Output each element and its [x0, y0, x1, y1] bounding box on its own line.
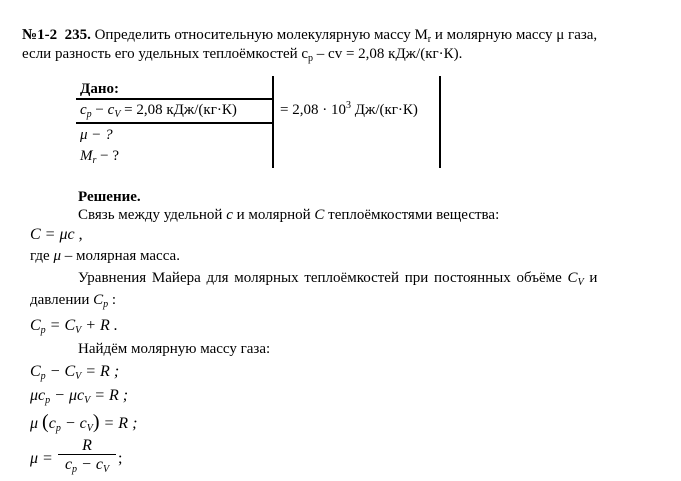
solution-line-4: давлении $C_p$ :	[30, 292, 117, 310]
unknown-mu: μ − ?	[80, 127, 113, 143]
given-divider-right	[439, 76, 441, 168]
problem-statement-line-2: если разность его удельных теплоёмкостей $c_p$ – cv = 2,08 кДж/(кг·К).	[22, 46, 463, 64]
problem-number: №1-2	[22, 27, 58, 43]
given-title: Дано:	[80, 81, 119, 97]
equation-6-lhs: μ =	[30, 450, 53, 467]
unknown-mr: $M_r$ − ?	[80, 148, 120, 166]
problem-text: Определить относительную молекулярную массу M	[94, 27, 428, 43]
problem-statement-line-1: №1-2 235. Определить относительную молекулярную массу $M_r$ и молярную массу μ газа,	[22, 27, 598, 45]
fraction-numerator: R	[82, 437, 92, 454]
solution-line-1: Связь между удельной c и молярной C теплоёмкостями вещества:	[78, 207, 500, 223]
given-separator	[76, 122, 272, 124]
equation-4: $\mu c_p - \mu c_V = R$ ;	[30, 387, 129, 406]
equation-5: μ $(c_p - c_V) = R$ ;	[30, 411, 138, 434]
equation-2: $C_p = C_V + R$ .	[30, 317, 118, 336]
solution-line-5: Найдём молярную массу газа:	[78, 341, 271, 357]
solution-line-3: Уравнения Майера для молярных теплоёмкостей при постоянных объёме $C_V$ и	[78, 270, 598, 288]
given-equation: $c_p - c_V = 2,08$ кДж/(кг·К)	[80, 102, 237, 120]
solution-line-2: где μ – молярная масса.	[30, 248, 180, 264]
given-title-underline	[76, 98, 272, 100]
fraction-denominator: $c_p - c_V$	[58, 454, 116, 473]
given-divider-left	[272, 76, 274, 168]
equation-1: C = μc ,	[30, 226, 83, 243]
problem-id: 235.	[64, 27, 91, 43]
equation-3: $C_p - C_V = R$ ;	[30, 363, 120, 382]
equation-6-fraction	[58, 438, 116, 473]
solution-heading: Решение.	[78, 189, 141, 205]
si-conversion: = $2,08 \cdot 10^3$ Дж/(кг·К)	[280, 100, 418, 118]
equation-6-end: ;	[118, 450, 123, 467]
